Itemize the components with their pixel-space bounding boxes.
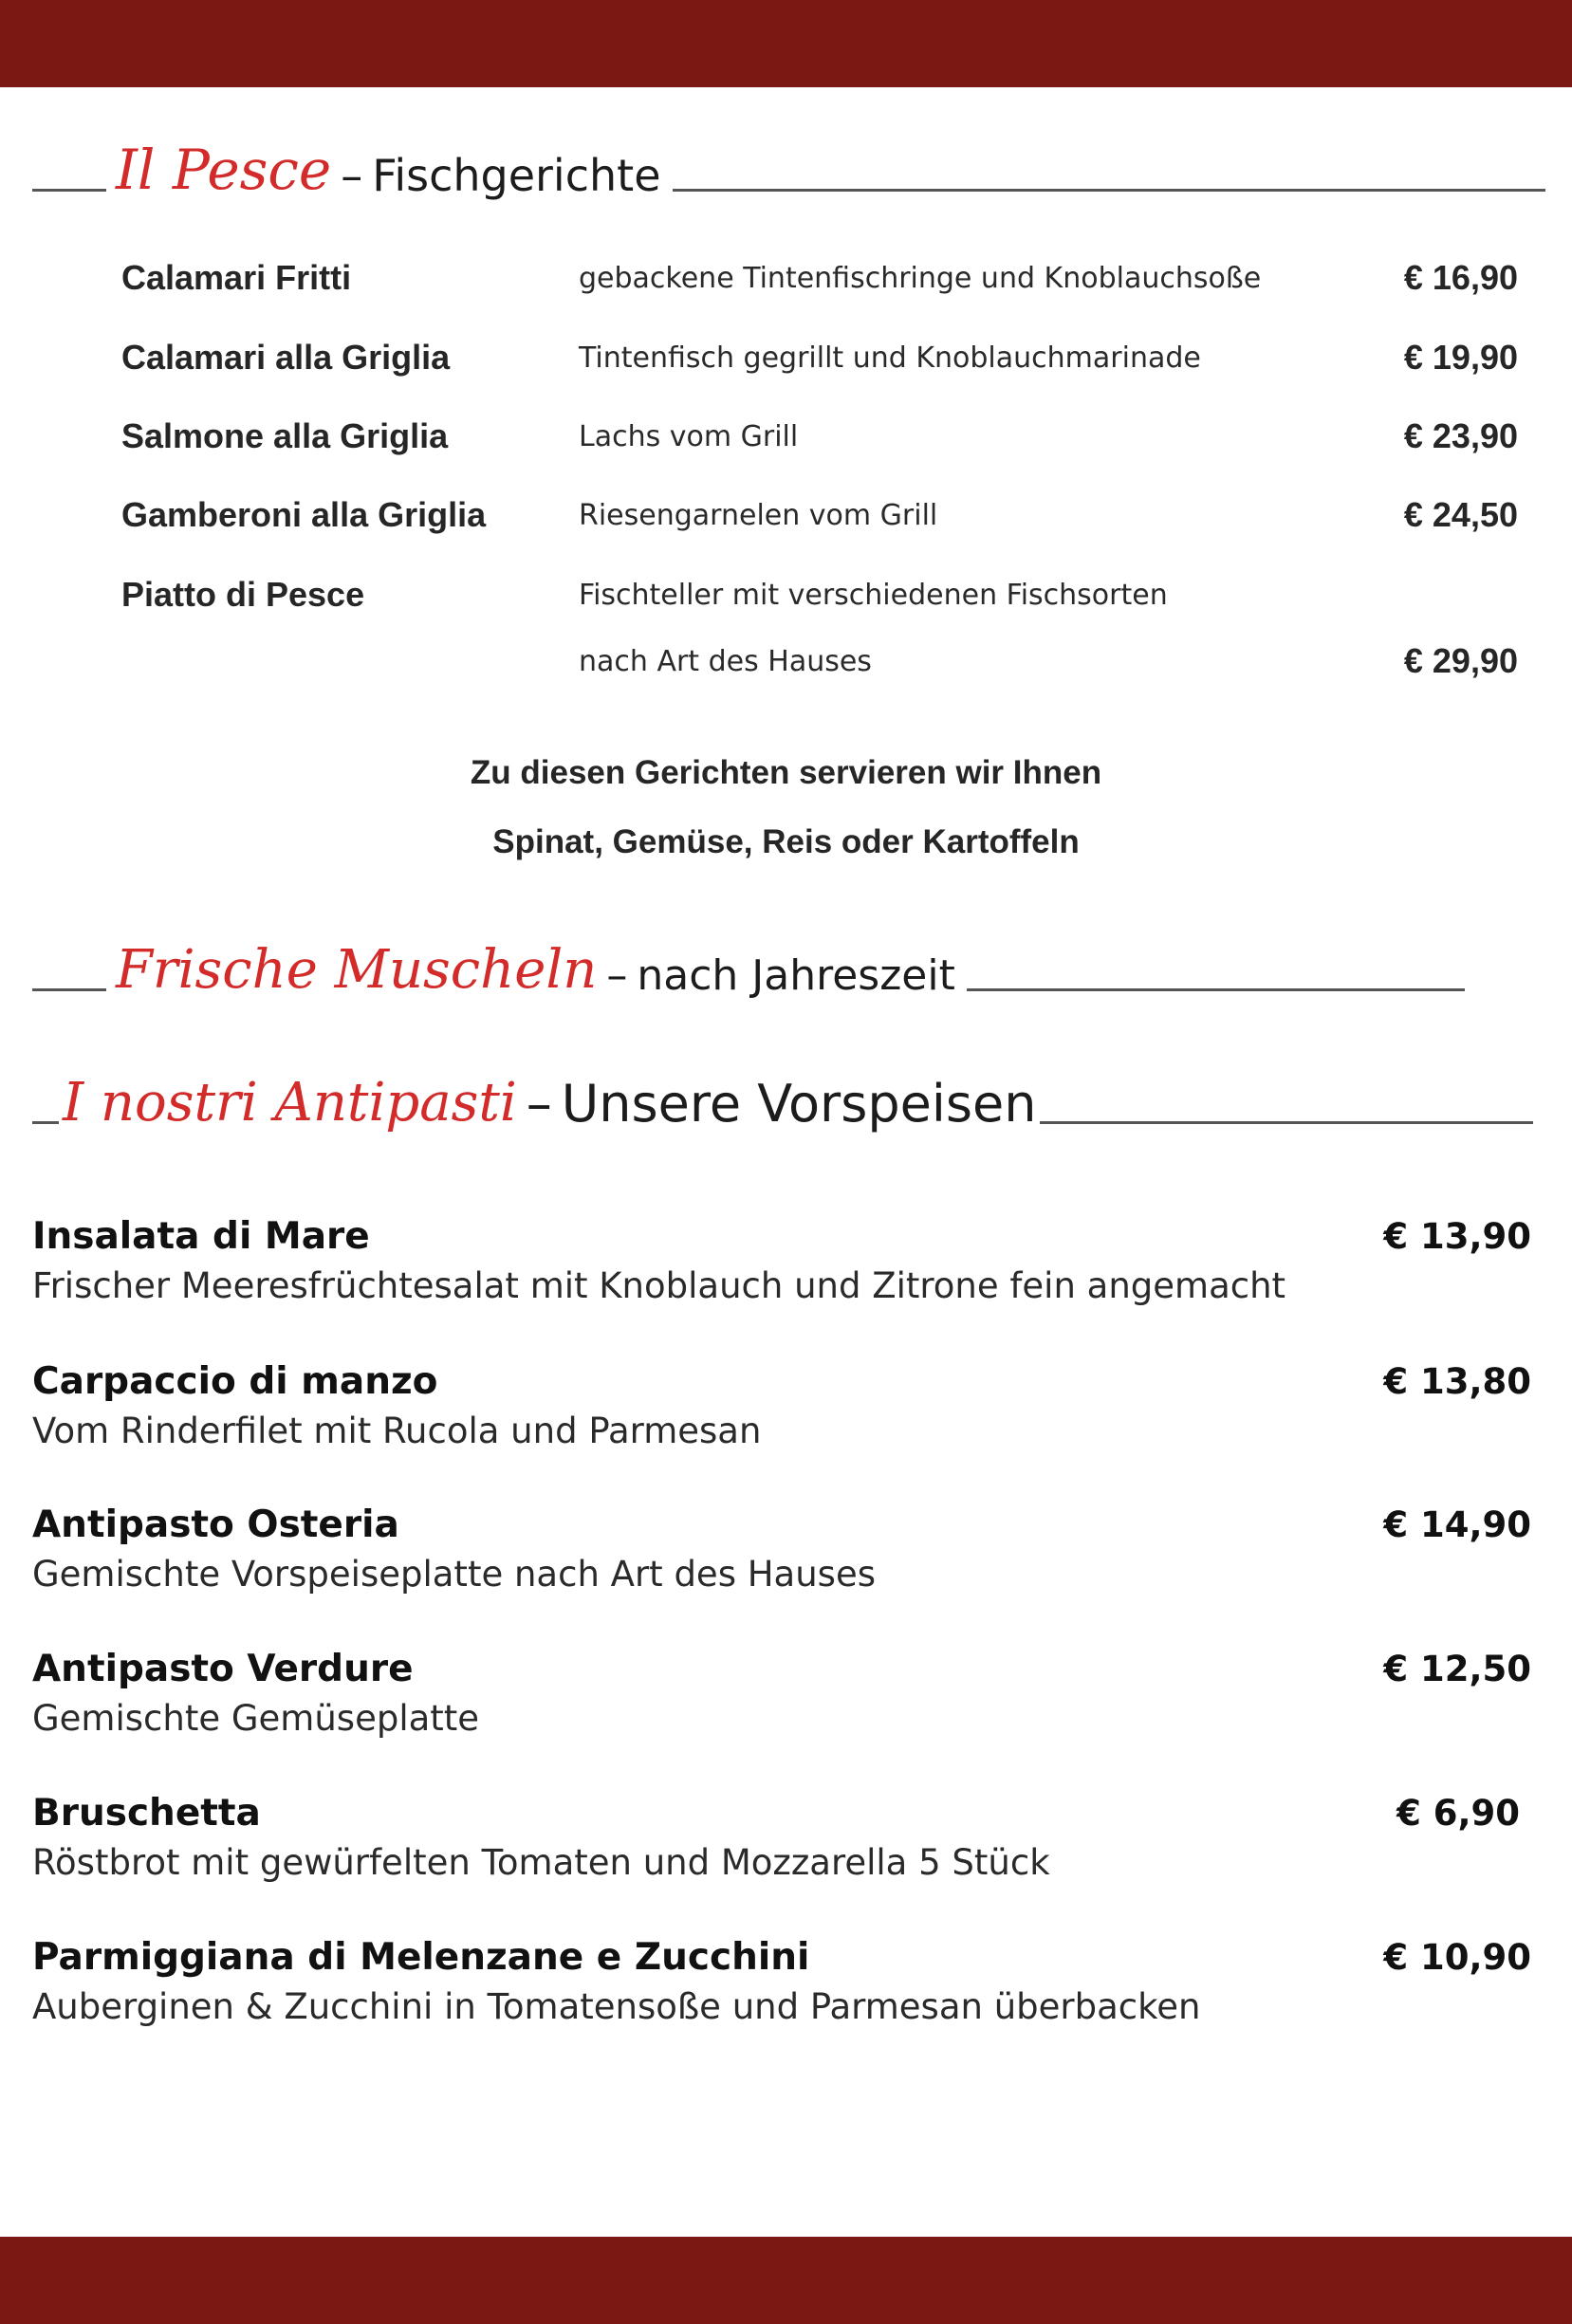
antipasto-item-price: € 13,80 [1383,1361,1531,1402]
section-heading-muscheln [32,939,1465,1001]
antipasto-item [32,1501,1531,1599]
antipasto-item-price: € 6,90 [1396,1793,1520,1834]
antipasto-item-name: Antipasto Osteria [32,1503,399,1546]
antipasto-item-description: Gemischte Vorspeiseplatte nach Art des Hauses [32,1554,876,1595]
antipasto-item-price: € 12,50 [1383,1649,1531,1689]
antipasto-item [32,1789,1531,1888]
fish-item [0,258,1572,305]
antipasto-item-description: Frischer Meeresfrüchtesalat mit Knoblauch und Zitrone fein angemacht [32,1265,1286,1306]
antipasto-item-description: Vom Rinderfilet mit Rucola und Parmesan [32,1411,762,1451]
antipasto-item-description: Auberginen & Zucchini in Tomatensoße und Parmesan überbacken [32,1986,1201,2027]
heading-subtitle: nach Jahreszeit [637,951,955,1000]
antipasto-item [32,1645,1531,1743]
antipasto-item [32,1357,1531,1456]
fish-item-description: gebackene Tintenfischringe und Knoblauchsoße [579,262,1262,295]
side-dish-note: Zu diesen Gerichten servieren wir Ihnen [470,754,1102,791]
fish-item [0,416,1572,464]
heading-italic-title: Il Pesce [116,138,332,202]
fish-item-name: Calamari alla Griglia [121,338,451,377]
antipasto-item-description: Gemischte Gemüseplatte [32,1698,480,1739]
antipasto-item-price: € 10,90 [1383,1937,1531,1978]
fish-item-price: € 16,90 [1403,258,1518,297]
section-heading-antipasti [32,1072,1533,1134]
heading-dash: – [606,951,628,1000]
fish-item-description: Riesengarnelen vom Grill [579,499,938,532]
antipasto-item-name: Carpaccio di manzo [32,1360,438,1403]
heading-subtitle: Fischgerichte [372,150,661,201]
antipasto-item-description: Röstbrot mit gewürfelten Tomaten und Mozzarella 5 Stück [32,1842,1050,1883]
heading-lead-rule [32,988,106,991]
antipasto-item-name: Insalata di Mare [32,1215,370,1258]
fish-item-name: Salmone alla Griglia [121,416,449,455]
antipasto-item-name: Antipasto Verdure [32,1648,414,1690]
fish-item [0,575,1572,689]
heading-tail-rule [1040,1121,1533,1124]
heading-tail-rule [967,988,1465,991]
fish-item-price: € 19,90 [1403,338,1518,377]
antipasto-item-price: € 13,90 [1383,1216,1531,1257]
fish-item-name: Calamari Fritti [121,258,352,297]
fish-item [0,495,1572,543]
fish-item-description: Fischteller mit verschiedenen Fischsorten [579,579,1168,612]
fish-item-description: Tintenfisch gegrillt und Knoblauchmarinade [579,341,1201,375]
fish-item [0,338,1572,385]
antipasto-item [32,1212,1531,1311]
antipasto-item-name: Bruschetta [32,1792,261,1835]
section-heading-pesce [32,138,1545,202]
heading-dash: – [526,1074,552,1134]
bottom-band [0,2237,1572,2324]
fish-item-name: Piatto di Pesce [121,575,365,614]
top-band [0,0,1572,87]
side-dish-note: Spinat, Gemüse, Reis oder Kartoffeln [492,823,1080,860]
heading-italic-title: I nostri Antipasti [63,1072,517,1134]
fish-item-price: € 29,90 [1403,641,1518,680]
heading-dash: – [341,150,363,201]
fish-item-name: Gamberoni alla Griglia [121,495,487,534]
heading-italic-title: Frische Muscheln [116,939,598,1001]
heading-lead-rule [32,189,106,192]
heading-lead-rule [32,1121,59,1124]
antipasto-item [32,1933,1531,2032]
antipasto-item-price: € 14,90 [1383,1504,1531,1545]
fish-item-description: Lachs vom Grill [579,420,799,453]
fish-item-price: € 23,90 [1403,416,1518,455]
antipasto-item-name: Parmiggiana di Melenzane e Zucchini [32,1936,810,1979]
fish-item-price: € 24,50 [1403,495,1518,534]
heading-tail-rule [673,189,1545,192]
fish-item-description-line2: nach Art des Hauses [579,645,872,678]
heading-subtitle: Unsere Vorspeisen [561,1074,1037,1134]
